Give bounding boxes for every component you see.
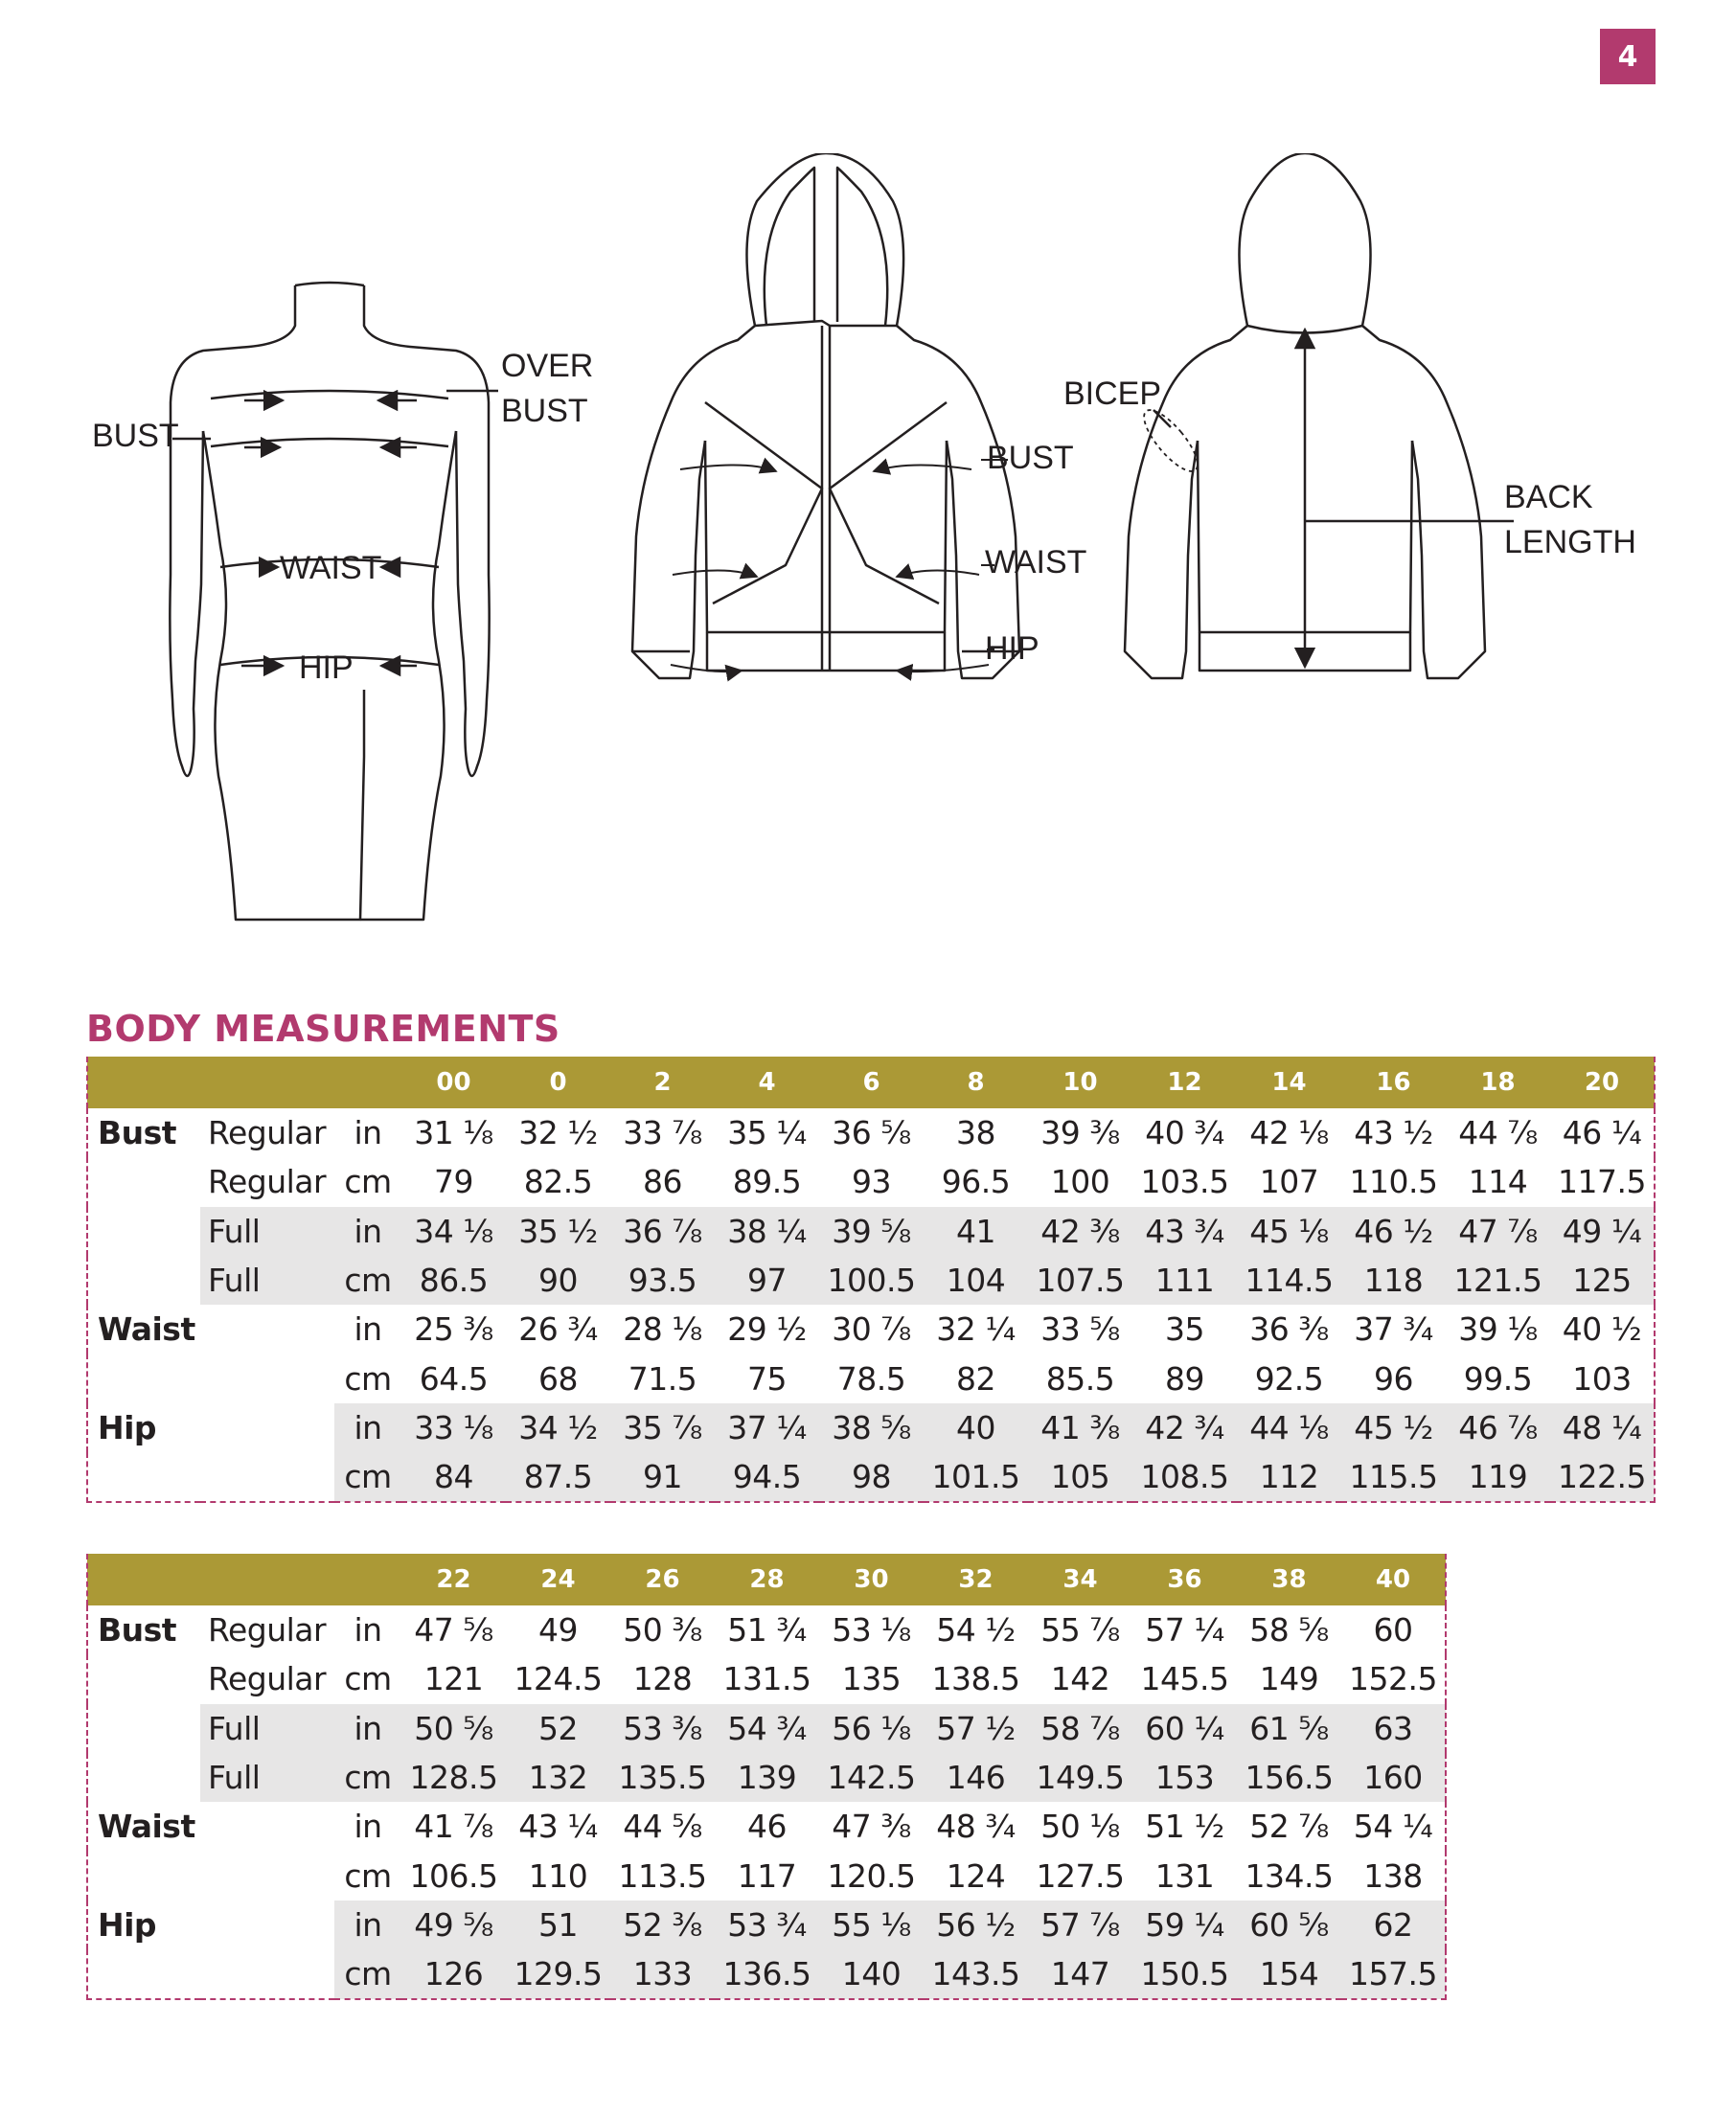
value-cell: 48 ¼ [1550,1403,1655,1452]
value-cell: 84 [401,1452,506,1502]
value-cell: 135.5 [610,1753,715,1802]
value-cell: 42 ¾ [1132,1403,1237,1452]
value-cell: 131 [1154,1856,1215,1895]
value-cell: 49 ⅝ [401,1901,506,1949]
measurement-name-cell [87,1452,200,1502]
value-cell: 46 ½ [1341,1207,1446,1256]
value-cell: 97 [715,1256,819,1305]
table-row [87,1654,1446,1703]
value-cell: 54 ¼ [1353,1808,1433,1846]
table-row [87,1256,1655,1305]
value-cell: 110.5 [1349,1163,1438,1201]
size-header: 00 [401,1057,506,1108]
value-cell: 103 [1572,1359,1632,1398]
table-row [87,1108,1655,1157]
value-cell: 112 [1237,1452,1341,1502]
value-cell: 41 ⅜ [1028,1403,1132,1452]
value-cell: 111 [1132,1256,1237,1305]
value-cell: 68 [538,1359,578,1398]
value-cell: 128 [632,1660,693,1698]
value-cell: 28 ⅛ [623,1310,702,1349]
page-number-badge: 4 [1600,29,1656,84]
value-cell: 33 ⅝ [1040,1310,1120,1349]
table-row [87,1354,1655,1402]
value-cell: 59 ¼ [1132,1901,1237,1949]
value-cell: 36 ⅝ [832,1114,911,1152]
header-blank [334,1057,401,1108]
size-header: 6 [819,1057,924,1108]
value-cell: 43 ½ [1354,1114,1433,1152]
over-bust-label-2: BUST [501,393,588,429]
measurement-name-cell: Bust [98,1611,177,1650]
value-cell: 36 ⅜ [1249,1310,1329,1349]
measurement-name-cell [87,1753,200,1802]
value-cell: 62 [1341,1901,1446,1949]
value-cell: 96 [1374,1359,1413,1398]
table-row [87,1901,1446,1949]
measurement-name-cell [87,1654,200,1703]
value-cell: 42 ⅛ [1249,1114,1329,1152]
value-cell: 39 ⅝ [819,1207,924,1256]
value-cell: 107.5 [1028,1256,1132,1305]
value-cell: 60 ¼ [1132,1704,1237,1753]
type-cell [200,1901,334,1949]
value-cell: 120.5 [827,1856,916,1895]
size-header: 14 [1237,1057,1341,1108]
type-cell: Regular [208,1114,327,1152]
value-cell: 122.5 [1550,1452,1655,1502]
value-cell: 57 ½ [924,1704,1028,1753]
header-blank [200,1057,334,1108]
measurement-name-cell: Waist [98,1310,195,1349]
body-measurement-figure [77,259,613,948]
bicep-label: BICEP [1063,376,1162,412]
value-cell: 51 [506,1901,610,1949]
value-cell: 47 ⅝ [414,1611,493,1650]
value-cell: 57 ¼ [1145,1611,1224,1650]
value-cell: 89.5 [732,1163,802,1201]
measurement-name-cell [87,1851,200,1900]
measurement-name-cell [87,1704,200,1753]
value-cell: 52 ⅞ [1249,1808,1329,1846]
value-cell: 43 ¼ [518,1808,598,1846]
value-cell: 46 ¼ [1562,1114,1642,1152]
size-header: 22 [401,1554,506,1605]
value-cell: 125 [1550,1256,1655,1305]
measurement-name-cell: Hip [87,1901,200,1949]
value-cell: 86 [643,1163,682,1201]
value-cell: 40 ½ [1562,1310,1642,1349]
header-blank [334,1554,401,1605]
type-cell [200,1305,334,1354]
table-header-row [87,1057,1655,1108]
measurement-name-cell [87,1354,200,1402]
value-cell: 38 ¼ [715,1207,819,1256]
value-cell: 121.5 [1446,1256,1550,1305]
value-cell: 41 [924,1207,1028,1256]
value-cell: 50 ⅝ [401,1704,506,1753]
value-cell: 140 [819,1949,924,1999]
size-header: 30 [819,1554,924,1605]
value-cell: 32 ¼ [936,1310,1016,1349]
measurement-name-cell [87,1157,200,1206]
size-header: 38 [1237,1554,1341,1605]
value-cell: 132 [506,1753,610,1802]
size-header: 28 [715,1554,819,1605]
type-cell [200,1403,334,1452]
value-cell: 113.5 [618,1856,707,1895]
value-cell: 101.5 [924,1452,1028,1502]
type-cell: Regular [208,1611,327,1650]
value-cell: 82 [956,1359,995,1398]
value-cell: 50 ⅜ [623,1611,702,1650]
type-cell [200,1949,334,1999]
value-cell: 106.5 [409,1856,498,1895]
value-cell: 160 [1341,1753,1446,1802]
value-cell: 124 [946,1856,1006,1895]
unit-cell: cm [344,1359,392,1398]
value-cell: 35 [1165,1310,1204,1349]
value-cell: 138.5 [931,1660,1020,1698]
value-cell: 53 ¾ [715,1901,819,1949]
value-cell: 44 ⅛ [1237,1403,1341,1452]
type-cell [200,1802,334,1851]
unit-cell: cm [344,1660,392,1698]
value-cell: 47 ⅜ [832,1808,911,1846]
value-cell: 47 ⅞ [1446,1207,1550,1256]
value-cell: 150.5 [1132,1949,1237,1999]
value-cell: 154 [1237,1949,1341,1999]
value-cell: 134.5 [1245,1856,1334,1895]
value-cell: 138 [1363,1856,1423,1895]
value-cell: 58 ⅝ [1249,1611,1329,1650]
value-cell: 51 ¾ [727,1611,807,1650]
value-cell: 78.5 [836,1359,906,1398]
value-cell: 46 ⅞ [1446,1403,1550,1452]
value-cell: 85.5 [1045,1359,1115,1398]
value-cell: 29 ½ [727,1310,807,1349]
value-cell: 98 [819,1452,924,1502]
value-cell: 124.5 [514,1660,603,1698]
value-cell: 31 ⅛ [414,1114,493,1152]
value-cell: 35 ⅞ [610,1403,715,1452]
front-bust-label: BUST [987,440,1074,476]
table-row [87,1207,1655,1256]
value-cell: 34 ⅛ [401,1207,506,1256]
type-cell: Regular [208,1660,327,1698]
value-cell: 136.5 [715,1949,819,1999]
value-cell: 25 ⅜ [414,1310,493,1349]
size-header: 20 [1550,1057,1655,1108]
value-cell: 40 ¾ [1145,1114,1224,1152]
value-cell: 79 [434,1163,473,1201]
value-cell: 121 [423,1660,484,1698]
value-cell: 152.5 [1349,1660,1437,1698]
value-cell: 39 ⅛ [1458,1310,1538,1349]
value-cell: 42 ⅜ [1028,1207,1132,1256]
table-row [87,1851,1446,1900]
unit-cell: cm [334,1949,401,1999]
measurement-name-cell [87,1207,200,1256]
value-cell: 26 ¾ [518,1310,598,1349]
value-cell: 100.5 [819,1256,924,1305]
size-header: 2 [610,1057,715,1108]
value-cell: 87.5 [506,1452,610,1502]
value-cell: 93.5 [610,1256,715,1305]
measurement-table-2 [86,1554,1447,2000]
value-cell: 39 ⅜ [1040,1114,1120,1152]
value-cell: 129.5 [506,1949,610,1999]
value-cell: 149 [1259,1660,1319,1698]
size-header: 36 [1132,1554,1237,1605]
bust-label: BUST [92,418,179,454]
header-blank [200,1554,334,1605]
measurement-name-cell [87,1949,200,1999]
size-header: 16 [1341,1057,1446,1108]
value-cell: 46 [747,1808,787,1846]
size-header: 10 [1028,1057,1132,1108]
value-cell: 36 ⅞ [610,1207,715,1256]
value-cell: 34 ½ [506,1403,610,1452]
value-cell: 117 [737,1856,797,1895]
value-cell: 38 [956,1114,995,1152]
unit-cell: in [334,1704,401,1753]
value-cell: 37 ¾ [1354,1310,1433,1349]
measurement-name-cell: Hip [87,1403,200,1452]
size-header: 40 [1341,1554,1446,1605]
value-cell: 30 ⅞ [832,1310,911,1349]
value-cell: 86.5 [401,1256,506,1305]
value-cell: 60 [1373,1611,1413,1650]
front-waist-label: WAIST [985,544,1087,580]
type-cell [200,1851,334,1900]
value-cell: 54 ¾ [715,1704,819,1753]
value-cell: 119 [1446,1452,1550,1502]
unit-cell: in [354,1808,382,1846]
value-cell: 48 ¾ [936,1808,1016,1846]
value-cell: 54 ½ [936,1611,1016,1650]
value-cell: 91 [610,1452,715,1502]
value-cell: 93 [852,1163,891,1201]
size-header: 34 [1028,1554,1132,1605]
measurement-name-cell: Waist [98,1808,195,1846]
value-cell: 149.5 [1028,1753,1132,1802]
value-cell: 60 ⅝ [1237,1901,1341,1949]
value-cell: 110 [528,1856,588,1895]
unit-cell: in [334,1207,401,1256]
type-cell [200,1452,334,1502]
size-header: 0 [506,1057,610,1108]
table-row [87,1157,1655,1206]
type-cell: Full [200,1256,334,1305]
front-hip-label: HIP [985,630,1039,667]
value-cell: 75 [747,1359,787,1398]
unit-cell: cm [334,1256,401,1305]
size-header: 24 [506,1554,610,1605]
value-cell: 64.5 [419,1359,489,1398]
measurement-name-cell: Bust [98,1114,177,1152]
table-row [87,1802,1446,1851]
unit-cell: cm [334,1753,401,1802]
unit-cell: in [354,1114,382,1152]
value-cell: 49 [538,1611,578,1650]
size-header: 32 [924,1554,1028,1605]
value-cell: 157.5 [1341,1949,1446,1999]
value-cell: 131.5 [722,1660,811,1698]
value-cell: 143.5 [924,1949,1028,1999]
value-cell: 135 [841,1660,902,1698]
value-cell: 105 [1028,1452,1132,1502]
value-cell: 156.5 [1237,1753,1341,1802]
header-blank [87,1554,200,1605]
value-cell: 153 [1132,1753,1237,1802]
value-cell: 126 [401,1949,506,1999]
value-cell: 108.5 [1132,1452,1237,1502]
type-cell [200,1354,334,1402]
value-cell: 45 ½ [1341,1403,1446,1452]
measurement-name-cell [87,1256,200,1305]
value-cell: 117.5 [1558,1163,1646,1201]
value-cell: 50 ⅛ [1040,1808,1120,1846]
unit-cell: in [334,1403,401,1452]
type-cell: Full [200,1704,334,1753]
value-cell: 53 ⅜ [610,1704,715,1753]
value-cell: 146 [924,1753,1028,1802]
value-cell: 52 [506,1704,610,1753]
value-cell: 128.5 [401,1753,506,1802]
value-cell: 51 ½ [1145,1808,1224,1846]
value-cell: 44 ⅝ [623,1808,702,1846]
table-row [87,1305,1655,1354]
value-cell: 92.5 [1254,1359,1324,1398]
table-row [87,1949,1446,1999]
back-length-label-2: LENGTH [1504,524,1636,560]
value-cell: 56 ⅛ [819,1704,924,1753]
value-cell: 35 ½ [506,1207,610,1256]
value-cell: 38 ⅝ [819,1403,924,1452]
value-cell: 104 [924,1256,1028,1305]
value-cell: 142.5 [819,1753,924,1802]
value-cell: 33 ⅞ [623,1114,702,1152]
waist-label: WAIST [280,550,382,586]
value-cell: 82.5 [523,1163,593,1201]
value-cell: 114.5 [1237,1256,1341,1305]
value-cell: 41 ⅞ [414,1808,493,1846]
value-cell: 99.5 [1463,1359,1533,1398]
over-bust-label-1: OVER [501,348,594,384]
unit-cell: in [334,1901,401,1949]
value-cell: 71.5 [628,1359,697,1398]
value-cell: 45 ⅛ [1237,1207,1341,1256]
size-header: 26 [610,1554,715,1605]
unit-cell: cm [334,1452,401,1502]
value-cell: 56 ½ [924,1901,1028,1949]
value-cell: 89 [1165,1359,1204,1398]
value-cell: 127.5 [1036,1856,1125,1895]
unit-cell: in [354,1310,382,1349]
value-cell: 142 [1050,1660,1110,1698]
unit-cell: in [354,1611,382,1650]
value-cell: 49 ¼ [1550,1207,1655,1256]
value-cell: 145.5 [1140,1660,1229,1698]
value-cell: 35 ¼ [727,1114,807,1152]
size-header: 18 [1446,1057,1550,1108]
value-cell: 61 ⅝ [1237,1704,1341,1753]
value-cell: 55 ⅛ [819,1901,924,1949]
hip-label: HIP [299,649,354,686]
value-cell: 118 [1341,1256,1446,1305]
size-header: 12 [1132,1057,1237,1108]
value-cell: 139 [715,1753,819,1802]
value-cell: 40 [924,1403,1028,1452]
table-row [87,1403,1655,1452]
value-cell: 133 [610,1949,715,1999]
section-title: BODY MEASUREMENTS [86,1008,560,1050]
table-row [87,1452,1655,1502]
measurement-table-1 [86,1057,1656,1503]
value-cell: 107 [1259,1163,1319,1201]
value-cell: 44 ⅞ [1458,1114,1538,1152]
value-cell: 103.5 [1140,1163,1229,1201]
unit-cell: cm [344,1856,392,1895]
back-length-label-1: BACK [1504,479,1593,515]
value-cell: 57 ⅞ [1028,1901,1132,1949]
value-cell: 58 ⅞ [1028,1704,1132,1753]
value-cell: 96.5 [941,1163,1011,1201]
size-header: 4 [715,1057,819,1108]
table-row [87,1753,1446,1802]
table-row [87,1704,1446,1753]
value-cell: 100 [1050,1163,1110,1201]
value-cell: 43 ¾ [1132,1207,1237,1256]
value-cell: 53 ⅛ [832,1611,911,1650]
type-cell: Full [200,1753,334,1802]
value-cell: 55 ⅞ [1040,1611,1120,1650]
value-cell: 147 [1028,1949,1132,1999]
table-header-row [87,1554,1446,1605]
unit-cell: cm [344,1163,392,1201]
type-cell: Full [200,1207,334,1256]
value-cell: 114 [1468,1163,1528,1201]
value-cell: 90 [506,1256,610,1305]
size-header: 8 [924,1057,1028,1108]
table-row [87,1605,1446,1654]
value-cell: 37 ¼ [715,1403,819,1452]
value-cell: 52 ⅜ [610,1901,715,1949]
value-cell: 33 ⅛ [401,1403,506,1452]
hoodie-back-figure [1054,153,1648,690]
value-cell: 115.5 [1341,1452,1446,1502]
hoodie-front-figure [613,153,1111,690]
value-cell: 32 ½ [518,1114,598,1152]
value-cell: 63 [1341,1704,1446,1753]
type-cell: Regular [208,1163,327,1201]
header-blank [87,1057,200,1108]
value-cell: 94.5 [715,1452,819,1502]
